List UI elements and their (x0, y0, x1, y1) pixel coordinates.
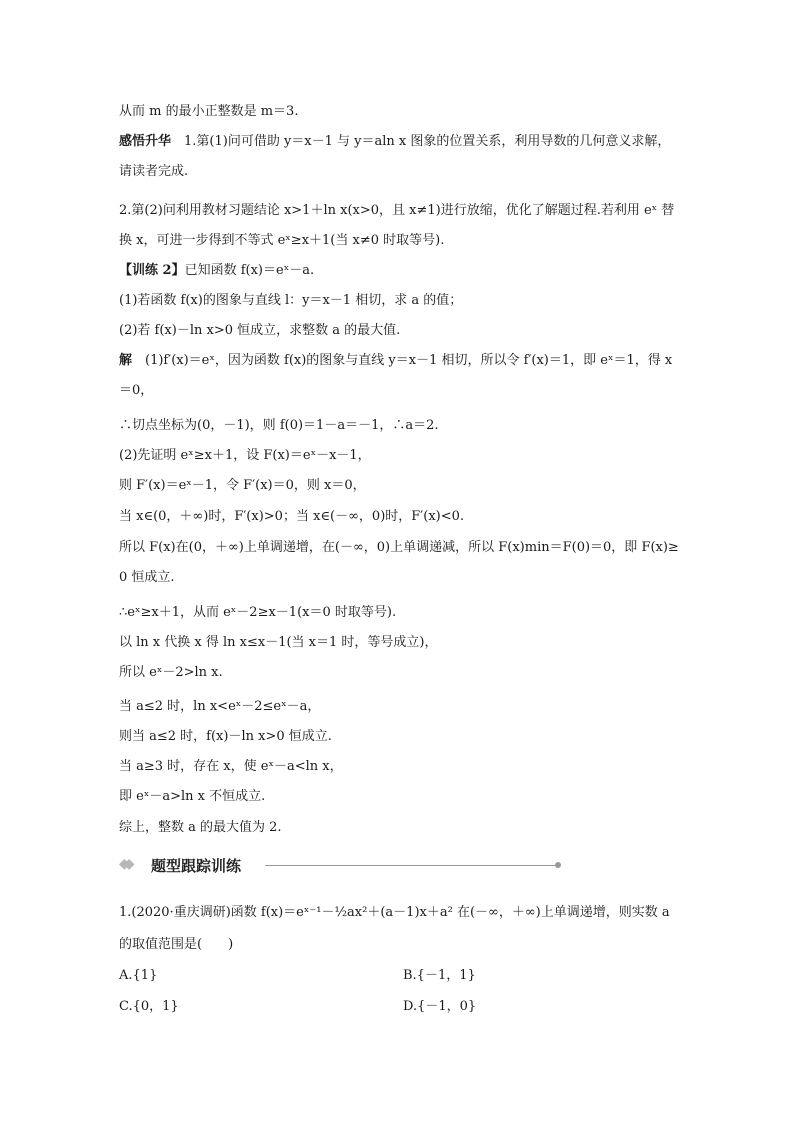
line-text: 当 a≤2 时，ln x<eˣ－2≤eˣ－a， (119, 699, 321, 714)
text-line (119, 820, 679, 836)
question-stem: 1.(2020·重庆调研)函数 f(x)＝eˣ⁻¹－½ax²＋(a－1)x＋a² 在(－∞，＋∞)上单调递增，则实数 a (119, 905, 670, 920)
line-text: 当 x∈(0，＋∞)时，F′(x)>0；当 x∈(－∞，0)时，F′(x)<0. (119, 509, 465, 524)
text-line (119, 293, 679, 309)
text-line (119, 729, 679, 745)
line-heading: 【训练 2】 (119, 263, 185, 278)
line-text: (2)若 f(x)－ln x>0 恒成立，求整数 a 的最大值. (119, 323, 401, 338)
line-text: 已知函数 f(x)＝eˣ－a. (184, 263, 315, 278)
line-text: 当 a≥3 时，存在 x，使 eˣ－a<ln x， (119, 759, 343, 774)
text-line (119, 134, 679, 150)
question-stem-cont: 的取值范围是( ) (119, 937, 234, 952)
line-text: ∴切点坐标为(0，－1)，则 f(0)＝1－a＝－1，∴a＝2. (119, 418, 439, 433)
text-line (119, 699, 679, 715)
line-text: ＝0， (119, 383, 154, 398)
line-text: 则当 a≤2 时，f(x)－ln x>0 恒成立. (119, 729, 332, 744)
text-line (119, 448, 679, 464)
text-line (119, 263, 679, 279)
text-line (119, 605, 679, 621)
line-text: 则 F′(x)＝eˣ－1，令 F′(x)＝0，则 x＝0， (119, 478, 366, 493)
text-line (119, 418, 679, 434)
line-text: 即 eˣ－a>ln x 不恒成立. (119, 789, 266, 804)
text-line (119, 353, 679, 369)
line-text: ∴eˣ≥x＋1，从而 eˣ－2≥x－1(x＝0 时取等号). (119, 605, 397, 620)
text-line (119, 164, 679, 180)
section-header (119, 855, 459, 877)
answer-option[interactable]: D.{－1，0} (403, 999, 477, 1014)
line-text: 所以 F(x)在(0，＋∞)上单调递增，在(－∞，0)上单调递减，所以 F(x)min＝F(0)＝0，即 F(x)≥ (119, 540, 679, 555)
line-heading: 解 (119, 353, 133, 368)
diamond-icon: ◆◆ (119, 856, 129, 872)
answer-option[interactable]: C.{0，1} (119, 999, 179, 1014)
answer-option[interactable]: B.{－1，1} (403, 968, 476, 983)
line-text: 0 恒成立. (119, 570, 175, 585)
text-line (119, 323, 679, 339)
section-title: 题型跟踪训练 (151, 857, 242, 875)
text-line (119, 759, 679, 775)
text-line (119, 104, 679, 120)
line-text: 所以 eˣ－2>ln x. (119, 665, 223, 680)
text-line (119, 478, 679, 494)
text-line (119, 635, 679, 651)
text-line (119, 203, 679, 219)
line-text: 以 ln x 代换 x 得 ln x≤x－1(当 x＝1 时，等号成立)， (119, 635, 438, 650)
divider-end-dot (555, 862, 561, 868)
line-text: 2.第(2)问利用教材习题结论 x>1＋ln x(x>0，且 x≠1)进行放缩，优化了解题过程.若利用 eˣ 替 (119, 203, 675, 218)
line-text: 从而 m 的最小正整数是 m＝3. (119, 104, 299, 119)
text-line (119, 789, 679, 805)
text-line (119, 665, 679, 681)
line-heading: 感悟升华 (119, 134, 172, 149)
line-text: 请读者完成. (119, 164, 189, 179)
line-text: 换 x，可进一步得到不等式 eˣ≥x＋1(当 x≠0 时取等号). (119, 233, 445, 248)
text-line (119, 383, 679, 399)
line-text: (1)若函数 f(x)的图象与直线 l：y＝x－1 相切，求 a 的值； (119, 293, 463, 308)
line-text: 1.第(1)问可借助 y＝x－1 与 y＝aln x 图象的位置关系，利用导数的几何意义求解， (171, 134, 671, 149)
answer-option[interactable]: A.{1} (119, 968, 158, 983)
text-line (119, 540, 679, 556)
line-text: (1)f′(x)＝eˣ，因为函数 f(x)的图象与直线 y＝x－1 相切，所以令 f′(x)＝1，即 eˣ＝1，得 x (132, 353, 673, 368)
text-line (119, 509, 679, 525)
line-text: 综上，整数 a 的最大值为 2. (119, 820, 282, 835)
section-divider (265, 865, 557, 866)
text-line (119, 570, 679, 586)
text-line (119, 233, 679, 249)
line-text: (2)先证明 eˣ≥x＋1，设 F(x)＝eˣ－x－1， (119, 448, 371, 463)
